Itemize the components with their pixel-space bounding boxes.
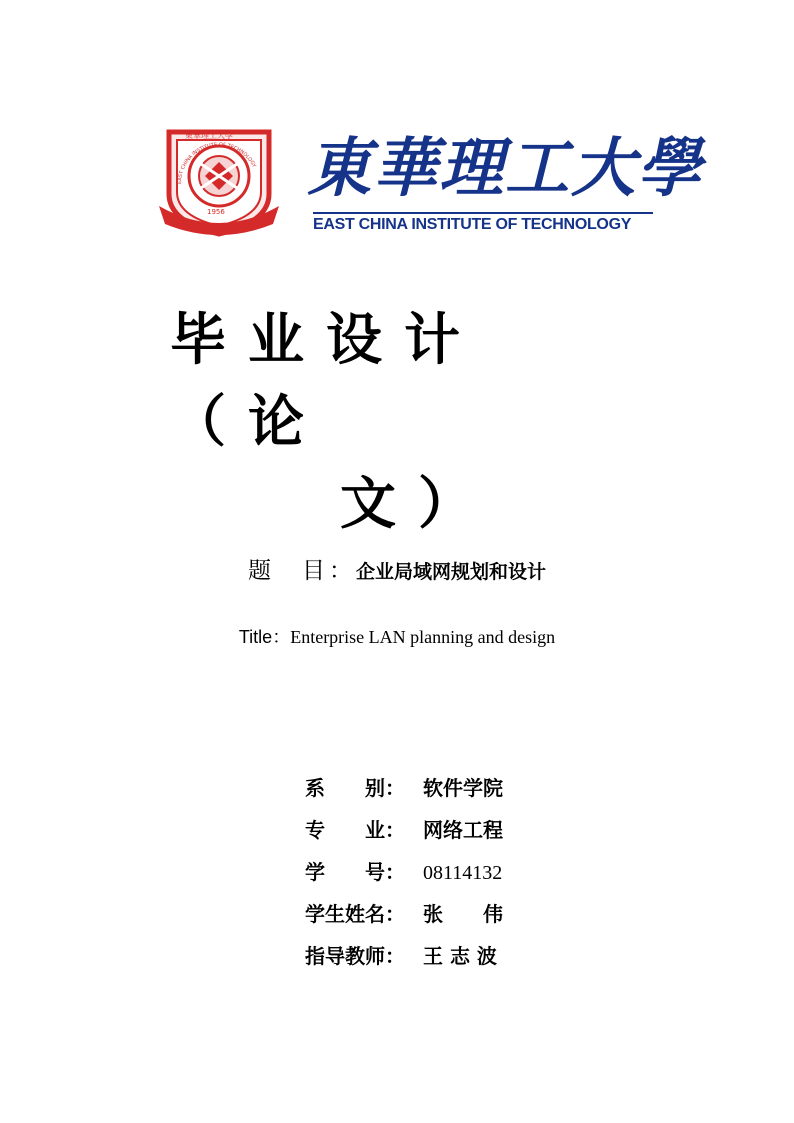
university-seal-logo	[155, 120, 283, 238]
university-name-cn: 東華理工大學	[307, 131, 703, 206]
info-row-student-id	[305, 856, 605, 898]
university-name-en: EAST CHINA INSTITUTE OF TECHNOLOGY	[313, 216, 632, 233]
student-info-block	[305, 772, 605, 982]
university-header	[155, 120, 703, 240]
info-row-advisor	[305, 940, 605, 982]
title-en-value: Enterprise LAN planning and design	[290, 627, 556, 647]
info-value: 08114132	[423, 862, 503, 884]
info-key: 专 业：	[305, 818, 405, 842]
subject-label: 题 目：	[247, 558, 356, 584]
info-value: 软件学院	[423, 776, 503, 800]
info-value: 网络工程	[423, 818, 503, 842]
title-en-line	[0, 624, 794, 650]
info-row-student-name	[305, 898, 605, 940]
title-line-2: 文）	[340, 472, 496, 537]
info-key: 学 号：	[305, 860, 405, 884]
info-row-department	[305, 772, 605, 814]
seal-top-text: 東華理工大學	[185, 131, 233, 140]
subject-line	[0, 556, 794, 587]
seal-year: 1956	[207, 208, 225, 216]
seal-ring-text: EAST CHINA INSTITUTE OF TECHNOLOGY	[176, 141, 257, 185]
info-value: 王 志 波	[423, 944, 497, 968]
subject-value: 企业局域网规划和设计	[355, 561, 546, 583]
header-divider	[313, 212, 653, 214]
info-row-major	[305, 814, 605, 856]
info-key: 系 别：	[305, 776, 405, 800]
title-en-label: Title：	[238, 627, 291, 647]
title-line-1: 毕业设计（论	[170, 308, 482, 455]
info-value: 张 伟	[423, 902, 503, 926]
thesis-main-title	[170, 300, 630, 546]
info-key: 指导教师：	[305, 944, 405, 968]
info-key: 学生姓名：	[305, 902, 405, 926]
